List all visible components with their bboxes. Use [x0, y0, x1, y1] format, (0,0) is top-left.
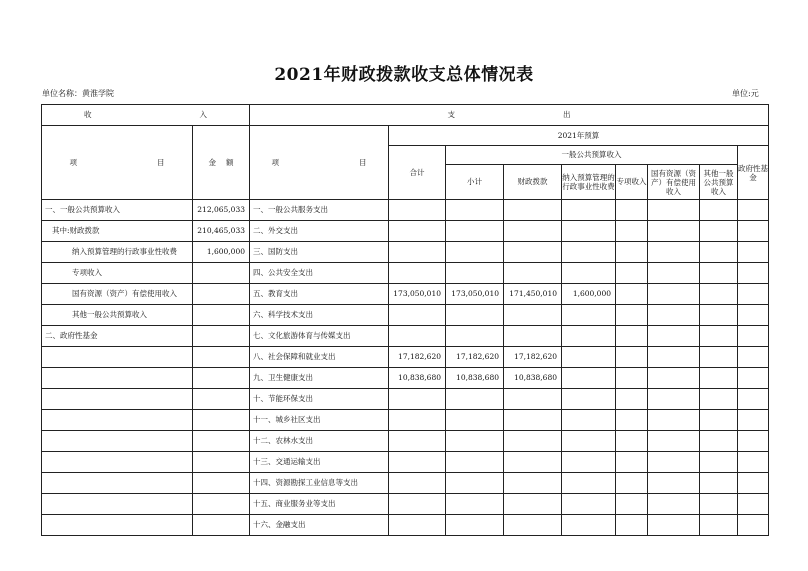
fiscal-cell: 10,838,680	[504, 368, 562, 389]
expense-header: 支 出	[250, 105, 769, 126]
income-item: 其中:财政拨款	[42, 221, 193, 242]
income-item-header: 项 目	[42, 126, 193, 200]
income-amount	[193, 368, 250, 389]
subtotal-cell	[446, 515, 504, 536]
table-row	[42, 368, 769, 389]
fiscal-cell	[504, 431, 562, 452]
expense-item: 十三、交通运输支出	[250, 452, 389, 473]
state-assets-header: 国有资源（资产）有偿使用收入	[648, 165, 700, 200]
budget-table	[41, 104, 769, 536]
total-cell	[389, 515, 446, 536]
budget-year-header: 2021年预算	[389, 126, 769, 146]
subtotal-cell	[446, 494, 504, 515]
table-row	[42, 326, 769, 347]
total-cell: 173,050,010	[389, 284, 446, 305]
fiscal-cell	[504, 263, 562, 284]
expense-item: 十、节能环保支出	[250, 389, 389, 410]
income-amount	[193, 452, 250, 473]
income-amount	[193, 473, 250, 494]
admin-fee-cell	[562, 368, 616, 389]
admin-fee-cell	[562, 452, 616, 473]
total-cell	[389, 263, 446, 284]
income-amount	[193, 263, 250, 284]
income-item: 二、政府性基金	[42, 326, 193, 347]
subtotal-cell	[446, 410, 504, 431]
expense-item: 九、卫生健康支出	[250, 368, 389, 389]
admin-fee-cell	[562, 410, 616, 431]
total-cell	[389, 305, 446, 326]
total-cell	[389, 452, 446, 473]
expense-item: 十五、商业服务业等支出	[250, 494, 389, 515]
income-amount-header: 金 额	[193, 126, 250, 200]
fiscal-cell	[504, 200, 562, 221]
income-item	[42, 431, 193, 452]
income-amount	[193, 410, 250, 431]
admin-fees-header: 纳入预算管理的行政事业性收费	[562, 165, 616, 200]
fiscal-grant-header: 财政拨款	[504, 165, 562, 200]
expense-item: 七、文化旅游体育与传媒支出	[250, 326, 389, 347]
admin-fee-cell	[562, 221, 616, 242]
subtotal-cell	[446, 263, 504, 284]
admin-fee-cell	[562, 389, 616, 410]
subtotal-cell	[446, 242, 504, 263]
admin-fee-cell	[562, 515, 616, 536]
expense-item: 八、社会保障和就业支出	[250, 347, 389, 368]
table-row	[42, 284, 769, 305]
subtotal-header: 小计	[446, 165, 504, 200]
expense-item: 四、公共安全支出	[250, 263, 389, 284]
income-amount	[193, 305, 250, 326]
table-row	[42, 431, 769, 452]
income-amount	[193, 326, 250, 347]
income-item: 其他一般公共预算收入	[42, 305, 193, 326]
income-item	[42, 410, 193, 431]
income-amount	[193, 431, 250, 452]
admin-fee-cell	[562, 347, 616, 368]
income-item	[42, 347, 193, 368]
subtotal-cell	[446, 200, 504, 221]
table-row	[42, 305, 769, 326]
expense-item: 一、一般公共服务支出	[250, 200, 389, 221]
admin-fee-cell	[562, 200, 616, 221]
table-row	[42, 515, 769, 536]
page-title: 2021年财政拨款收支总体情况表	[274, 65, 534, 85]
unit-currency: 单位:元	[732, 89, 759, 98]
admin-fee-cell	[562, 473, 616, 494]
admin-fee-cell	[562, 494, 616, 515]
income-amount	[193, 389, 250, 410]
income-amount: 212,065,033	[193, 200, 250, 221]
table-row	[42, 410, 769, 431]
special-income-header: 专项收入	[616, 165, 648, 200]
expense-item-header: 项 目	[250, 126, 389, 200]
total-cell	[389, 200, 446, 221]
total-cell	[389, 326, 446, 347]
table-row	[42, 263, 769, 284]
subtotal-cell: 10,838,680	[446, 368, 504, 389]
subtotal-cell	[446, 221, 504, 242]
expense-item: 二、外交支出	[250, 221, 389, 242]
income-header: 收 入	[42, 105, 250, 126]
fiscal-cell	[504, 494, 562, 515]
table-row	[42, 452, 769, 473]
expense-item: 五、教育支出	[250, 284, 389, 305]
admin-fee-cell: 1,600,000	[562, 284, 616, 305]
expense-item: 六、科学技术支出	[250, 305, 389, 326]
expense-item: 十一、城乡社区支出	[250, 410, 389, 431]
subtotal-cell	[446, 473, 504, 494]
income-item	[42, 452, 193, 473]
expense-item: 十四、资源勘探工业信息等支出	[250, 473, 389, 494]
income-item: 国有资源（资产）有偿使用收入	[42, 284, 193, 305]
table-row	[42, 221, 769, 242]
fiscal-cell: 17,182,620	[504, 347, 562, 368]
total-cell	[389, 410, 446, 431]
other-general-header: 其他一般公共预算收入	[700, 165, 738, 200]
fiscal-cell	[504, 410, 562, 431]
income-amount	[193, 515, 250, 536]
total-cell	[389, 473, 446, 494]
income-item: 纳入预算管理的行政事业性收费	[42, 242, 193, 263]
fiscal-cell	[504, 221, 562, 242]
subtotal-cell: 173,050,010	[446, 284, 504, 305]
table-row	[42, 389, 769, 410]
fiscal-cell	[504, 473, 562, 494]
income-item	[42, 473, 193, 494]
income-amount: 210,465,033	[193, 221, 250, 242]
subtotal-cell	[446, 431, 504, 452]
subtotal-cell	[446, 452, 504, 473]
subtotal-cell	[446, 389, 504, 410]
income-item: 一、一般公共预算收入	[42, 200, 193, 221]
income-amount: 1,600,000	[193, 242, 250, 263]
income-item	[42, 515, 193, 536]
income-amount	[193, 494, 250, 515]
total-cell	[389, 389, 446, 410]
expense-item: 三、国防支出	[250, 242, 389, 263]
fiscal-cell	[504, 389, 562, 410]
fiscal-cell	[504, 515, 562, 536]
fiscal-cell	[504, 242, 562, 263]
total-cell	[389, 242, 446, 263]
table-row	[42, 242, 769, 263]
subtotal-cell	[446, 326, 504, 347]
admin-fee-cell	[562, 326, 616, 347]
table-row	[42, 473, 769, 494]
gov-fund-header: 政府性基金	[738, 146, 769, 200]
fiscal-cell	[504, 305, 562, 326]
subtotal-cell: 17,182,620	[446, 347, 504, 368]
income-item: 专项收入	[42, 263, 193, 284]
subtotal-cell	[446, 305, 504, 326]
table-row	[42, 200, 769, 221]
fiscal-cell	[504, 326, 562, 347]
general-public-header: 一般公共预算收入	[446, 146, 738, 165]
total-cell: 10,838,680	[389, 368, 446, 389]
income-amount	[193, 347, 250, 368]
admin-fee-cell	[562, 242, 616, 263]
table-row	[42, 494, 769, 515]
income-amount	[193, 284, 250, 305]
total-cell	[389, 221, 446, 242]
total-header: 合计	[389, 146, 446, 200]
unit-name: 单位名称：黄淮学院	[42, 89, 114, 98]
income-item	[42, 368, 193, 389]
total-cell: 17,182,620	[389, 347, 446, 368]
income-item	[42, 494, 193, 515]
table-row	[42, 347, 769, 368]
total-cell	[389, 494, 446, 515]
fiscal-cell: 171,450,010	[504, 284, 562, 305]
total-cell	[389, 431, 446, 452]
admin-fee-cell	[562, 305, 616, 326]
admin-fee-cell	[562, 431, 616, 452]
income-item	[42, 389, 193, 410]
expense-item: 十六、金融支出	[250, 515, 389, 536]
expense-item: 十二、农林水支出	[250, 431, 389, 452]
fiscal-cell	[504, 452, 562, 473]
admin-fee-cell	[562, 263, 616, 284]
